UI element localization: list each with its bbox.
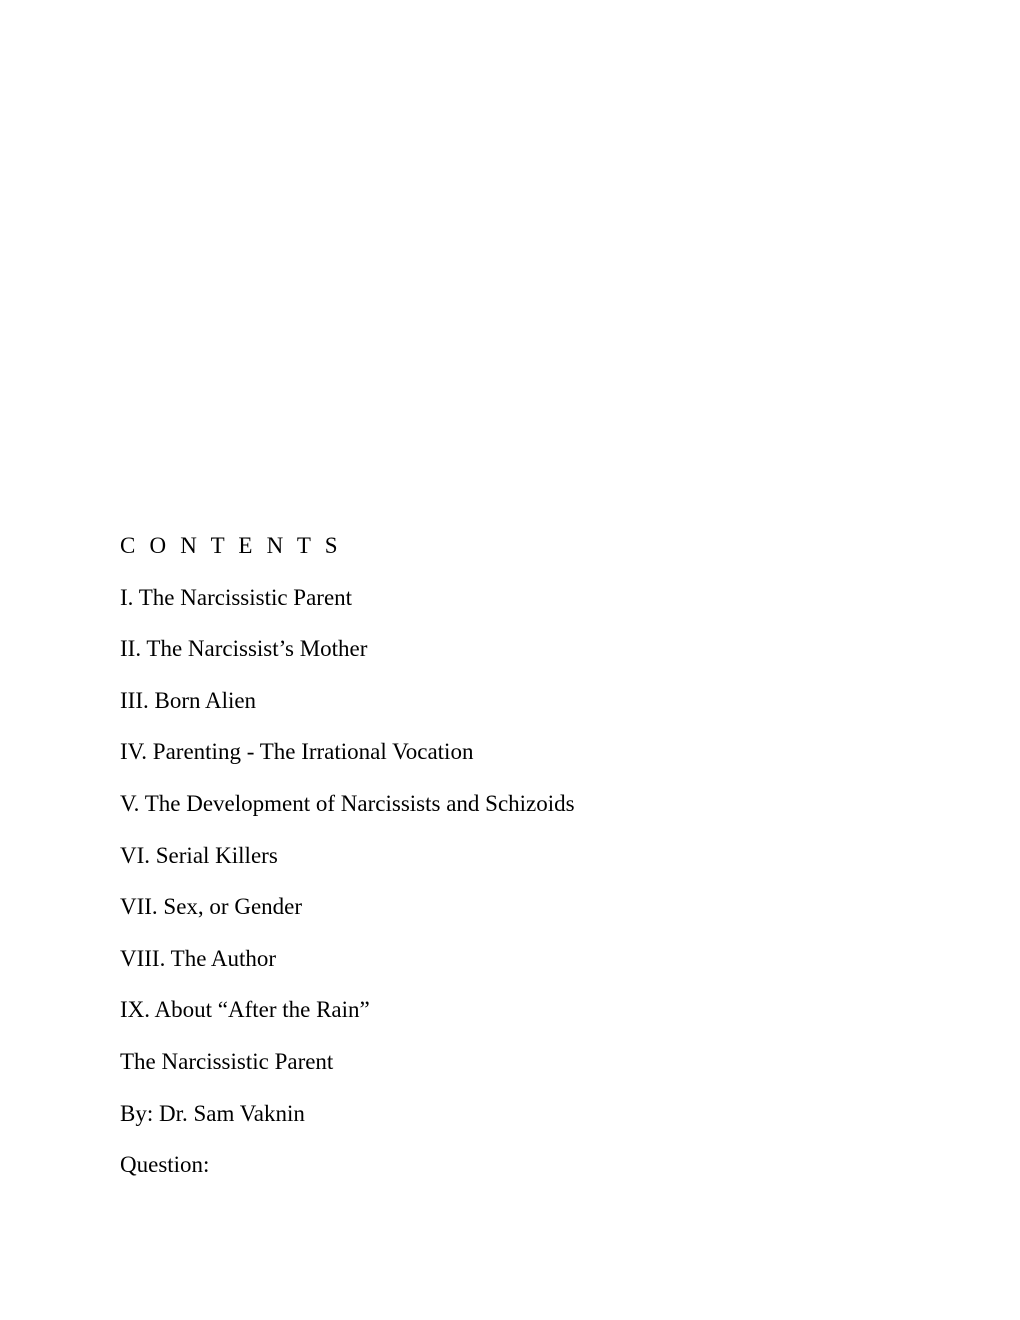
article-title: The Narcissistic Parent: [120, 1048, 334, 1074]
contents-heading: C O N T E N T S: [120, 533, 342, 558]
toc-item-4: IV. Parenting - The Irrational Vocation: [120, 739, 474, 765]
byline: By: Dr. Sam Vaknin: [120, 1100, 305, 1126]
toc-item-7: VII. Sex, or Gender: [120, 894, 303, 920]
contents-section: [120, 531, 940, 1202]
toc-item-9: IX. About “After the Rain”: [120, 997, 370, 1023]
toc-item-1: I. The Narcissistic Parent: [120, 584, 353, 610]
toc-item-2: II. The Narcissist’s Mother: [120, 636, 368, 662]
toc-item-5: V. The Development of Narcissists and Schizoids: [120, 790, 575, 816]
toc-item-8: VIII. The Author: [120, 945, 277, 971]
toc-item-6: VI. Serial Killers: [120, 842, 278, 868]
question-label: Question:: [120, 1152, 210, 1178]
toc-item-3: III. Born Alien: [120, 687, 257, 713]
